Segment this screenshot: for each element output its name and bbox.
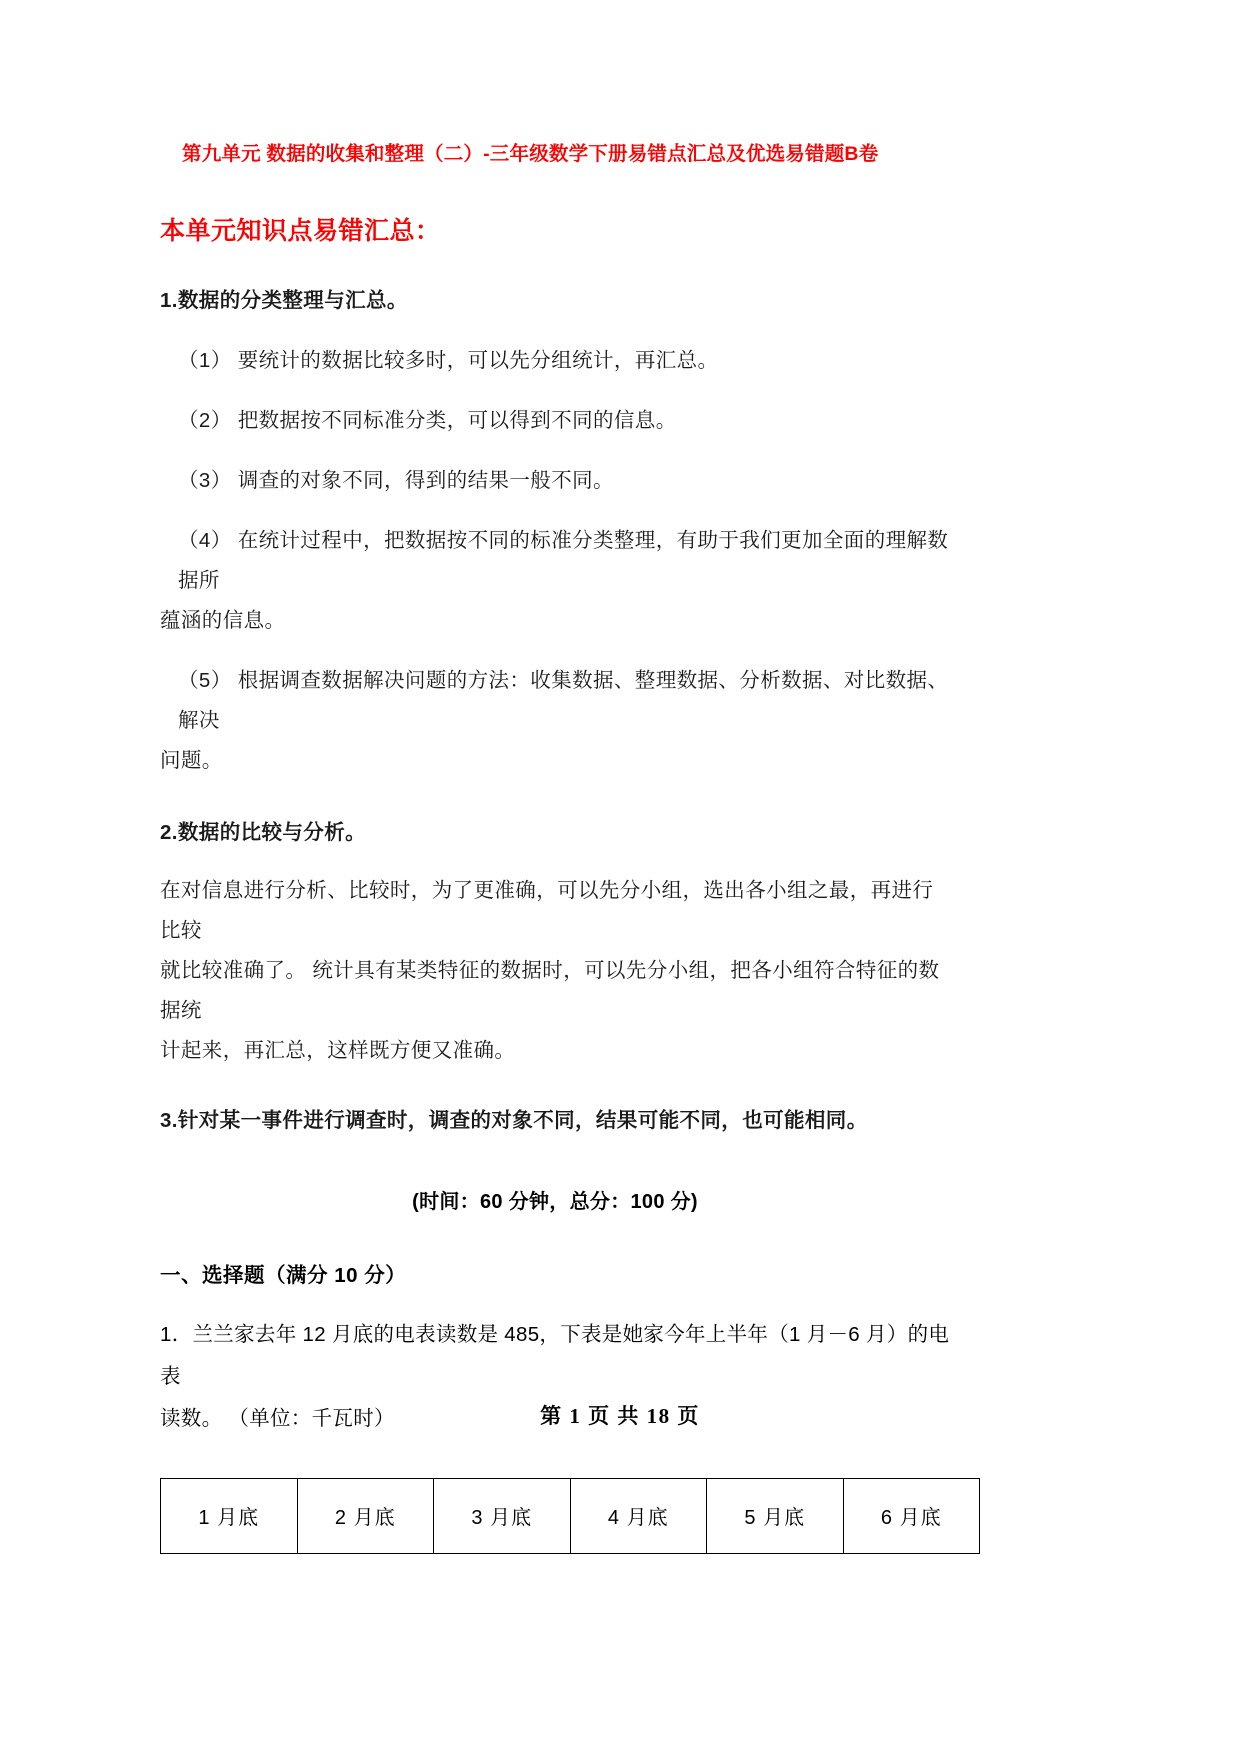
table-cell-month-2: 2 月底 [297, 1478, 434, 1553]
question-1-line-2: 读数。 （单位：千瓦时） [160, 1406, 395, 1430]
knowledge-point-1-item-5: （5） 根据调查数据解决问题的方法：收集数据、整理数据、分析数据、对比数据、解决 [178, 669, 949, 732]
meter-table-wrapper [160, 1440, 950, 1554]
knowledge-point-2-body-line-1: 在对信息进行分析、比较时，为了更准确，可以先分小组，选出各小组之最，再进行比较 [160, 878, 934, 942]
table-cell-month-1: 1 月底 [161, 1478, 298, 1553]
knowledge-point-1-item-2: （2） 把数据按不同标准分类，可以得到不同的信息。 [178, 409, 677, 433]
table-cell-month-6: 6 月底 [843, 1478, 980, 1553]
meter-reading-table [160, 1478, 980, 1554]
knowledge-point-1-item-1: （1） 要统计的数据比较多时，可以先分组统计，再汇总。 [178, 349, 719, 373]
question-1-line-1: 1．兰兰家去年 12 月底的电表读数是 485，下表是她家今年上半年（1 月－6 月）的电表 [160, 1322, 950, 1388]
knowledge-point-2-body-line-2: 就比较准确了。 统计具有某类特征的数据时，可以先分小组，把各小组符合特征的数据统 [160, 958, 940, 1022]
knowledge-point-3-heading: 3.针对某一事件进行调查时，调查的对象不同，结果可能不同，也可能相同。 [160, 1108, 868, 1132]
table-cell-month-3: 3 月底 [434, 1478, 571, 1553]
knowledge-point-1-item-4: （4） 在统计过程中，把数据按不同的标准分类整理，有助于我们更加全面的理解数据所 [178, 529, 949, 593]
table-cell-month-5: 5 月底 [707, 1478, 844, 1553]
knowledge-point-1-item-3: （3） 调查的对象不同，得到的结果一般不同。 [178, 469, 614, 493]
page-title: 第九单元 数据的收集和整理（二）-三年级数学下册易错点汇总及优选易错题B卷 [182, 143, 879, 165]
table-row-headers [161, 1478, 980, 1553]
knowledge-point-1-item-4-continued: 蕴涵的信息。 [160, 609, 286, 633]
knowledge-point-1-heading: 1.数据的分类整理与汇总。 [160, 289, 408, 313]
knowledge-point-2-heading: 2.数据的比较与分析。 [160, 820, 366, 844]
knowledge-point-2-body-line-3: 计起来，再汇总，这样既方便又准确。 [160, 1038, 516, 1062]
exam-meta-line: (时间：60 分钟，总分：100 分) [412, 1190, 698, 1213]
table-cell-month-4: 4 月底 [570, 1478, 707, 1553]
knowledge-point-1-item-5-continued: 问题。 [160, 748, 223, 772]
page-footer: 第 1 页 共 18 页 [540, 1404, 700, 1428]
section-heading-multiple-choice: 一、选择题（满分 10 分） [160, 1263, 407, 1287]
section-heading-summary: 本单元知识点易错汇总： [160, 217, 441, 246]
page-content [160, 0, 950, 1554]
